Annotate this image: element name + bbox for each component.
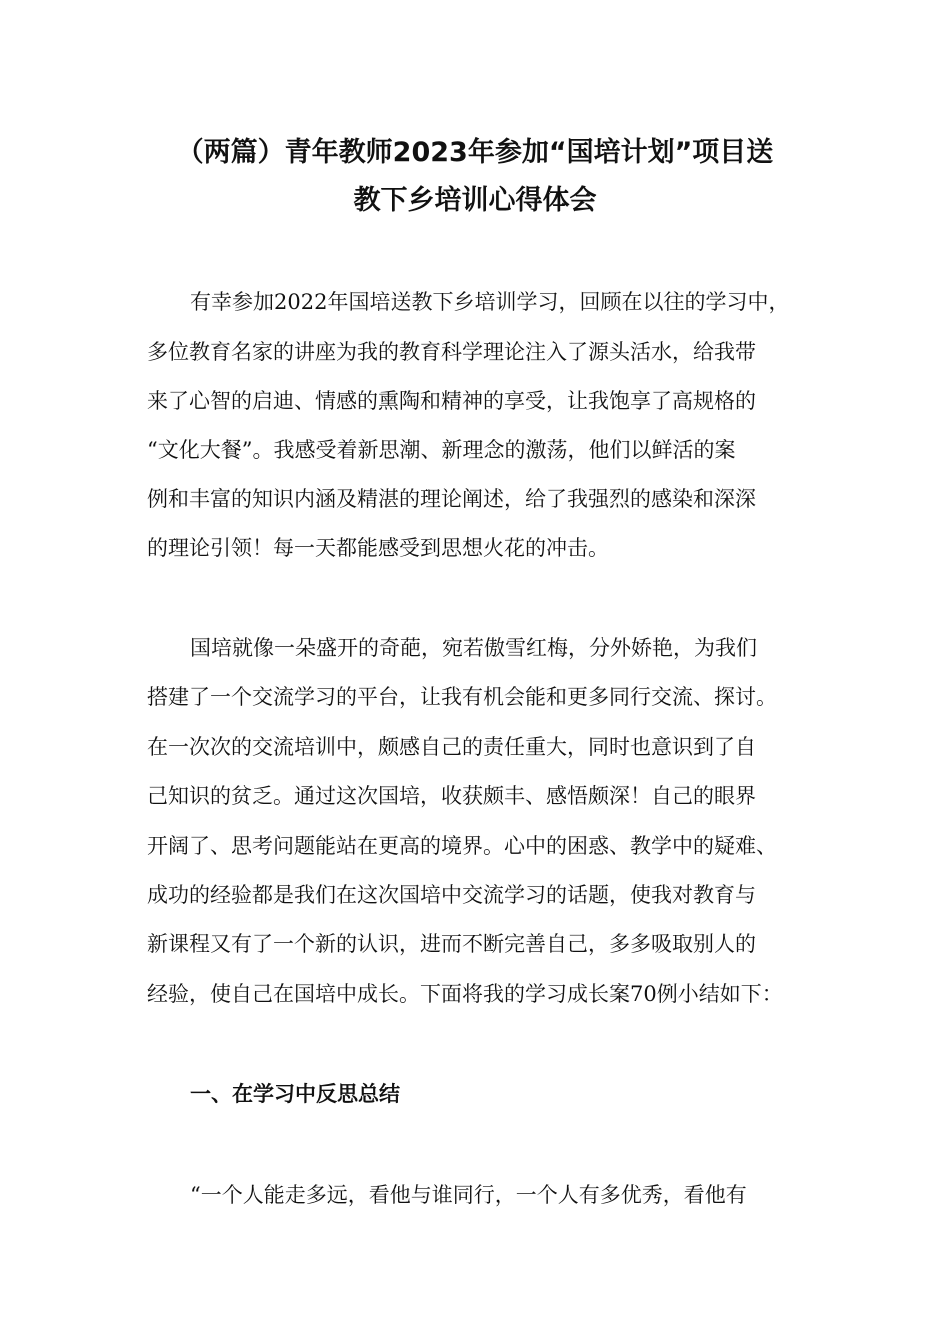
paragraph-2-line: 开阔了、思考问题能站在更高的境界。心中的困惑、教学中的疑难、 <box>147 834 777 858</box>
paragraph-2-line: 搭建了一个交流学习的平台，让我有机会能和更多同行交流、探讨。 <box>147 685 777 709</box>
paragraph-2-line: 在一次次的交流培训中，颇感自己的责任重大，同时也意识到了自 <box>147 735 756 759</box>
paragraph-1-line: 多位教育名家的讲座为我的教育科学理论注入了源头活水，给我带 <box>147 340 756 364</box>
paragraph-2-line: 新课程又有了一个新的认识，进而不断完善自己，多多吸取别人的 <box>147 932 756 956</box>
paragraph-1-line: 的理论引领！每一天都能感受到思想火花的冲击。 <box>147 536 609 560</box>
paragraph-1-line: “文化大餐”。我感受着新思潮、新理念的激荡，他们以鲜活的案 <box>147 438 736 462</box>
paragraph-2-line: 国培就像一朵盛开的奇葩，宛若傲雪红梅，分外娇艳，为我们 <box>190 636 757 660</box>
paragraph-1-line: 来了心智的启迪、情感的熏陶和精神的享受，让我饱享了高规格的 <box>147 389 756 413</box>
paragraph-2-line: 己知识的贫乏。通过这次国培，收获颇丰、感悟颇深！自己的眼界 <box>147 784 756 808</box>
paragraph-3-line: “一个人能走多远，看他与谁同行，一个人有多优秀，看他有 <box>190 1183 747 1207</box>
paragraph-1-line: 例和丰富的知识内涵及精湛的理论阐述，给了我强烈的感染和深深 <box>147 487 756 511</box>
paragraph-2-line: 经验，使自己在国培中成长。下面将我的学习成长案70例小结如下： <box>147 982 783 1006</box>
paragraph-2-line: 成功的经验都是我们在这次国培中交流学习的话题，使我对教育与 <box>147 883 756 907</box>
paragraph-1-line: 有幸参加2022年国培送教下乡培训学习，回顾在以往的学习中， <box>190 290 790 314</box>
document-title-line-1: （两篇）青年教师2023年参加“国培计划”项目送 <box>176 137 774 168</box>
document-title-line-2: 教下乡培训心得体会 <box>353 185 597 216</box>
section-heading: 一、在学习中反思总结 <box>190 1082 400 1106</box>
